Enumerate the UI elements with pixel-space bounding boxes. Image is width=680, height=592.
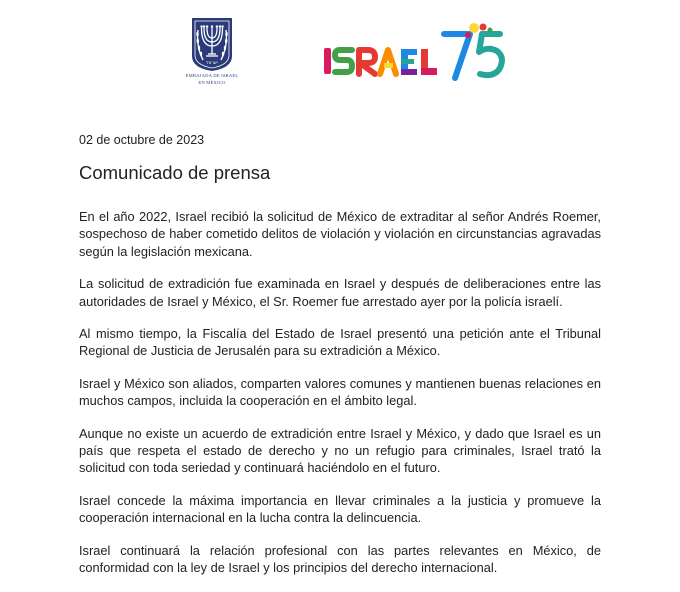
press-release-body: [79, 208, 601, 592]
page-title: Comunicado de prensa: [79, 162, 271, 183]
menorah-emblem-icon: [189, 16, 235, 72]
paragraph-6: Israel concede la máxima importancia en llevar criminales a la justicia y promueve la cooperación internacional en la lucha contra la delincuencia.: [79, 492, 601, 526]
israel-75-logo-graphic: [322, 22, 518, 84]
paragraph-2: La solicitud de extradición fue examinada en Israel y después de deliberaciones entre las autoridades de Israel y México, el Sr. Roemer fue arrestado ayer por la policía israelí.: [79, 276, 601, 309]
paragraph-7: Israel continuará la relación profesional con las partes relevantes en México, de conformidad con la ley de Israel y los principios del derecho internacional.: [79, 542, 601, 576]
paragraph-5: Aunque no existe un acuerdo de extradición entre Israel y México, y dado que Israel es un país que respeta el estado de derecho y no un refugio para criminales, Israel trató la solicitud con toda seriedad y continuará haciéndolo en el futuro.: [79, 425, 601, 476]
embassy-emblem: [180, 16, 244, 96]
document-date: 02 de octubre de 2023: [79, 133, 205, 147]
emblem-caption-line1: EMBAJADA DE ISRAEL: [185, 73, 239, 78]
svg-text:ישראל: ישראל: [206, 60, 218, 65]
paragraph-3: Al mismo tiempo, la Fiscalía del Estado de Israel presentó una petición ante el Tribunal Regional de Justicia de Jerusalén para su extradición a México.: [79, 326, 601, 359]
israel-75-logo: [322, 22, 518, 84]
paragraph-4: Israel y México son aliados, comparten valores comunes y mantienen buenas relaciones en muchos campos, incluida la cooperación en el ámbito legal.: [79, 375, 601, 409]
paragraph-1: En el año 2022, Israel recibió la solicitud de México de extraditar al señor Andrés Roemer, sospechoso de haber cometido delitos de violación y violación en circunstancias agravadas según la legislación mexicana.: [79, 209, 601, 259]
emblem-caption-line2: EN MÉXICO: [198, 79, 226, 85]
